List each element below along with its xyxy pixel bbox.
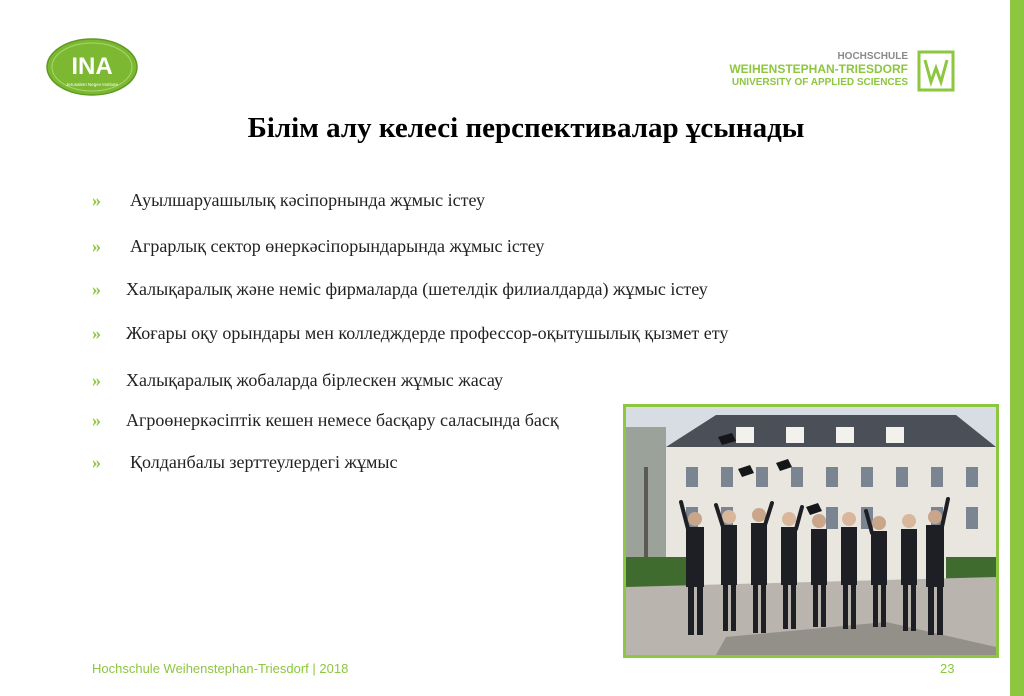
bullet-marker-icon: » [92, 190, 101, 210]
list-item [92, 410, 559, 431]
bullet-marker-icon: » [92, 370, 101, 390]
bullet-text: Агроөнеркәсіптік кешен немесе басқару саласында басқ [126, 410, 559, 430]
hswt-mark-icon [917, 50, 955, 92]
hswt-logo-line3: UNIVERSITY OF APPLIED SCIENCES [731, 77, 908, 88]
hswt-logo-line2: WEIHENSTEPHAN-TRIESDORF [729, 62, 908, 76]
list-item [92, 323, 728, 344]
bullet-text: Аграрлық сектор өнеркәсіпорындарында жұмыс істеу [130, 236, 545, 256]
hswt-logo-line1: HOCHSCHULE [837, 51, 908, 62]
list-item [92, 236, 544, 257]
slide-title: Білім алу келесі перспективалар ұсынады [247, 112, 805, 144]
bullet-text: Жоғары оқу орындары мен колледждерде профессор-оқытушылық қызмет ету [126, 323, 729, 343]
graduation-photo [623, 404, 999, 658]
page-number: 23 [940, 661, 955, 676]
ina-logo-subtext: Jerusalem Negev Institute [65, 82, 119, 87]
bullet-text: Халықаралық жобаларда бірлескен жұмыс жасау [126, 370, 503, 390]
bullet-marker-icon: » [92, 452, 101, 472]
list-item [92, 190, 485, 211]
ina-logo [46, 38, 138, 96]
list-item [92, 452, 397, 473]
bullet-marker-icon: » [92, 323, 101, 343]
hswt-logo [712, 50, 962, 94]
ina-logo-text: INA [71, 53, 113, 80]
bullet-text: Халықаралық және неміс фирмаларда (шетелдік филиалдарда) жұмыс істеу [126, 279, 708, 299]
bullet-text: Ауылшаруашылық кәсіпорнында жұмыс істеу [130, 190, 485, 210]
accent-side-bar [1010, 0, 1024, 696]
bullet-marker-icon: » [92, 410, 101, 430]
footer-text: Hochschule Weihenstephan-Triesdorf | 2018 [92, 661, 349, 676]
list-item [92, 370, 503, 391]
bullet-marker-icon: » [92, 279, 101, 299]
list-item [92, 279, 708, 300]
bullet-marker-icon: » [92, 236, 101, 256]
bullet-text: Қолданбалы зерттеулердегі жұмыс [130, 452, 398, 472]
